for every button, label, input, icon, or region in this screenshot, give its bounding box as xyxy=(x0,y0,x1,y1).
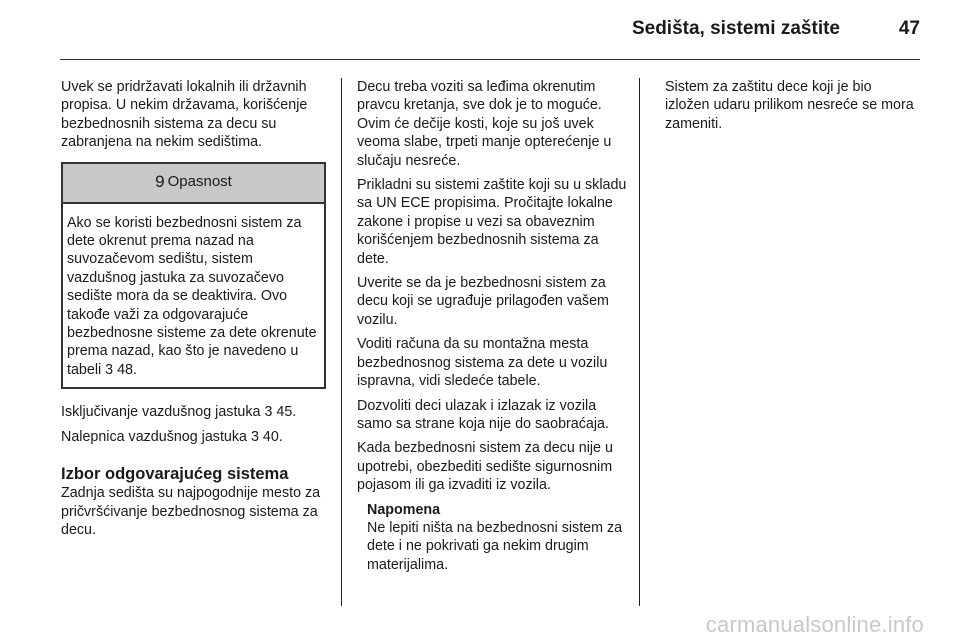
note-title: Napomena xyxy=(367,501,441,518)
paragraph: Prikladni su sistemi zaštite koji su u skladu sa UN ECE propisima. Pročitajte lokalne zakone i propise u vezi sa obaveznim korišćenjem bezbednosnih sistema za dete. xyxy=(357,177,627,267)
note-text: Ne lepiti ništa na bezbednosni sistem za dete i ne pokrivati ga nekim drugim materijalima. xyxy=(367,519,623,573)
paragraph: Sistem za zaštitu dece koji je bio izložen udaru prilikom nesreće se mora zameniti. xyxy=(665,79,914,132)
note-box xyxy=(357,501,629,575)
paragraph: Uverite se da je bezbednosni sistem za decu koji se ugrađuje prilagođen vašem vozilu. xyxy=(357,275,609,328)
warning-body xyxy=(63,204,324,388)
paragraph: Dozvoliti deci ulazak i izlazak iz vozila samo sa strane koja nije do saobraćaja. xyxy=(357,397,609,432)
column-divider xyxy=(639,78,640,606)
page-ref-link[interactable]: 40. xyxy=(262,428,283,445)
reference-text: Isključivanje vazdušnog jastuka xyxy=(61,404,261,421)
paragraph: Kada bezbednosni sistem za decu nije u upotrebi, obezbediti sedište sigurnosnim pojasom ili ga izvaditi iz vozila. xyxy=(357,440,613,494)
section-heading: Izbor odgovarajućeg sistema xyxy=(61,465,289,484)
reference-line xyxy=(61,403,326,421)
section-paragraph: Zadnja sedišta su najpogodnije mesto za pričvršćivanje bezbednosnog sistema za decu. xyxy=(61,485,321,538)
column-2 xyxy=(357,78,629,574)
reference-arrow-icon: 3 xyxy=(250,428,259,445)
warning-triangle-icon: 9 xyxy=(155,172,165,192)
warning-title: Opasnost xyxy=(167,173,232,191)
paragraph: Decu treba voziti sa leđima okrenutim pravcu kretanja, sve dok je to moguće. Ovim će dečije kosti, koje su još uvek veoma slabe, trpeti manje opterećenje u slučaju nesreće. xyxy=(357,79,612,169)
reference-arrow-icon: 3 xyxy=(264,404,273,421)
reference-line xyxy=(61,428,326,446)
paragraph: Voditi računa da su montažna mesta bezbednosnog sistema za dete u vozilu ispravna, vidi sledeće tabele. xyxy=(357,336,608,390)
warning-text: Ako se koristi bezbednosni sistem za dete okrenut prema nazad na suvozačevom sedištu, sistem vazdušnog jastuka za suvozačevo sedište mora da se deaktivira. Ovo takođe važi za odgovarajuće bezbednosne sisteme za dete okrenute prema nazad, kao što je navedeno u tabeli xyxy=(67,214,317,378)
page-header-title: Sedišta, sistemi zaštite xyxy=(631,18,840,39)
warning-header xyxy=(63,164,324,204)
reference-text: Nalepnica vazdušnog jastuka xyxy=(61,428,247,445)
column-3 xyxy=(665,78,920,139)
intro-paragraph: Uvek se pridržavati lokalnih ili državnih propisa. U nekim državama, korišćenje bezbednosnih sistema za decu su zabranjena na nekim sedištima. xyxy=(61,79,308,151)
danger-warning-box xyxy=(61,162,326,390)
header-rule xyxy=(60,59,920,60)
reference-arrow-icon: 3 xyxy=(105,361,114,378)
page-number: 47 xyxy=(898,18,920,39)
column-divider xyxy=(341,78,342,606)
page-ref-link[interactable]: 45. xyxy=(276,404,297,421)
watermark-text: carmanualsonline.info xyxy=(705,612,924,637)
warning-page-ref[interactable]: 48. xyxy=(117,361,137,378)
column-1 xyxy=(61,78,326,545)
